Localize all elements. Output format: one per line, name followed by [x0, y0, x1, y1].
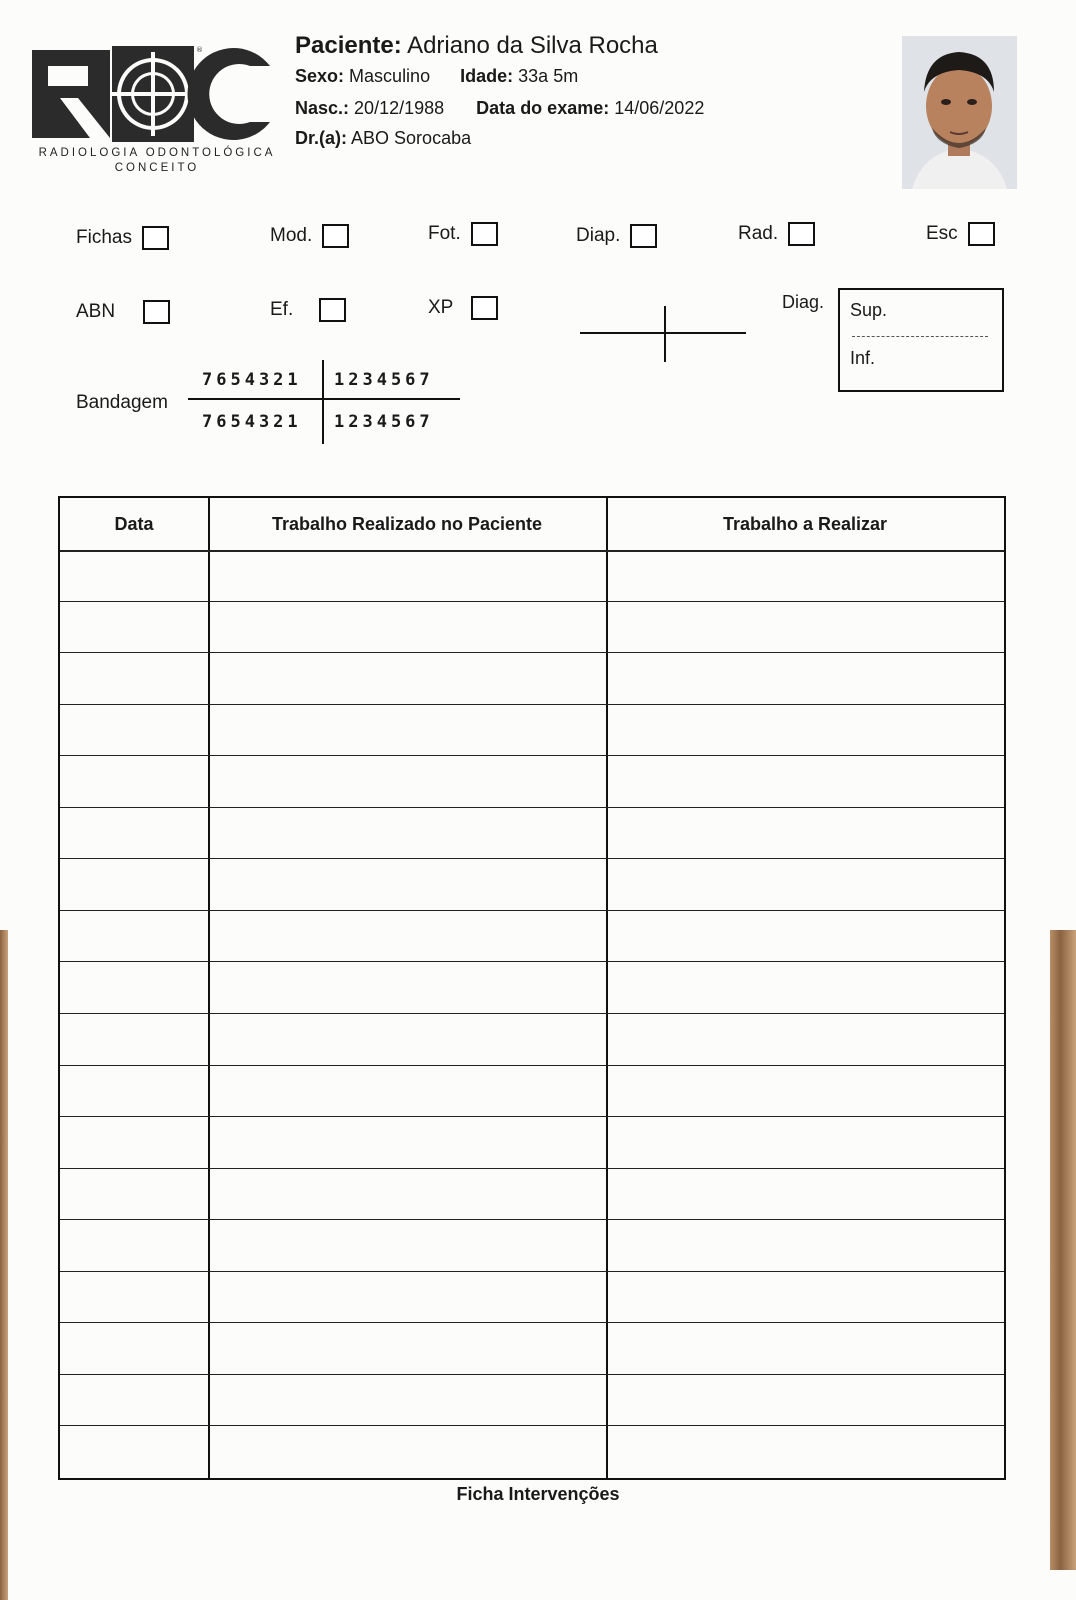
patient-name-label: Paciente: [295, 32, 402, 59]
check-abn[interactable] [76, 300, 170, 324]
check-rad[interactable] [738, 222, 815, 246]
exam-value: 14/06/2022 [614, 98, 705, 118]
table-row[interactable] [60, 653, 1004, 705]
upper-left-teeth: 7654321 [202, 370, 302, 390]
diag-box[interactable] [838, 288, 1004, 392]
form-footer-title: Ficha Intervenções [456, 1484, 620, 1504]
table-row[interactable] [60, 911, 1004, 963]
table-row[interactable] [60, 1066, 1004, 1118]
interventions-table [58, 496, 1006, 1480]
check-diap[interactable] [576, 224, 657, 248]
table-row[interactable] [60, 1426, 1004, 1478]
patient-name-row [295, 32, 658, 60]
quadrant-cross [580, 304, 746, 364]
check-esc[interactable] [926, 222, 995, 246]
logo-line2: CONCEITO [114, 162, 200, 174]
table-row[interactable] [60, 1375, 1004, 1427]
col-header-realizado: Trabalho Realizado no Paciente [271, 513, 543, 534]
diag-sup-label: Sup. [850, 300, 888, 320]
table-row[interactable] [60, 1169, 1004, 1221]
tooth-chart [188, 360, 460, 446]
bandagem-label: Bandagem [76, 392, 168, 413]
checkbox[interactable] [788, 222, 815, 246]
check-xp-label: XP [428, 297, 454, 318]
diag-inf-label: Inf. [850, 348, 876, 368]
table-row[interactable] [60, 756, 1004, 808]
svg-text:®: ® [196, 46, 203, 54]
doctor-row [295, 128, 471, 149]
exam-label: Data do exame: [476, 98, 610, 118]
doctor-value: ABO Sorocaba [351, 128, 472, 148]
check-ef-label: Ef. [270, 299, 294, 320]
check-mod[interactable] [270, 224, 349, 248]
check-esc-label: Esc [926, 223, 958, 244]
patient-photo [902, 36, 1017, 189]
birth-label: Nasc.: [295, 98, 350, 118]
logo-subtitle [32, 146, 282, 176]
dates-row [295, 98, 704, 119]
roc-logo [30, 44, 275, 144]
check-xp[interactable] [428, 296, 498, 320]
diag-label: Diag. [782, 292, 825, 312]
table-row[interactable] [60, 1014, 1004, 1066]
table-row[interactable] [60, 808, 1004, 860]
checkbox[interactable] [319, 298, 346, 322]
patient-name: Adriano da Silva Rocha [407, 32, 658, 59]
table-row[interactable] [60, 1323, 1004, 1375]
checkbox[interactable] [471, 296, 498, 320]
sex-value: Masculino [349, 66, 431, 86]
table-row[interactable] [60, 1220, 1004, 1272]
age-value: 33a 5m [518, 66, 579, 86]
checkbox[interactable] [968, 222, 995, 246]
checkbox[interactable] [322, 224, 349, 248]
check-ef[interactable] [270, 298, 346, 322]
col-header-data: Data [114, 513, 154, 534]
check-fot[interactable] [428, 222, 498, 246]
check-diap-label: Diap. [576, 225, 621, 246]
sex-label: Sexo: [295, 66, 345, 86]
table-row[interactable] [60, 859, 1004, 911]
check-abn-label: ABN [76, 301, 116, 322]
logo-line1: RADIOLOGIA ODONTOLÓGICA [38, 147, 276, 159]
checkbox[interactable] [142, 226, 169, 250]
checkbox[interactable] [143, 300, 170, 324]
col-header-a-realizar: Trabalho a Realizar [722, 513, 888, 534]
sex-age-row [295, 66, 578, 87]
checkbox[interactable] [471, 222, 498, 246]
checkbox[interactable] [630, 224, 657, 248]
check-fichas[interactable] [76, 226, 169, 250]
background-edge [1050, 930, 1076, 1570]
check-fot-label: Fot. [428, 223, 461, 244]
check-rad-label: Rad. [738, 223, 779, 244]
table-row[interactable] [60, 705, 1004, 757]
birth-value: 20/12/1988 [354, 98, 445, 118]
doctor-label: Dr.(a): [295, 128, 348, 148]
check-mod-label: Mod. [270, 225, 313, 246]
age-label: Idade: [460, 66, 514, 86]
check-fichas-label: Fichas [76, 227, 132, 248]
table-row[interactable] [60, 1117, 1004, 1169]
lower-left-teeth: 7654321 [202, 412, 302, 432]
upper-right-teeth: 1234567 [334, 370, 434, 390]
table-row[interactable] [60, 1272, 1004, 1324]
table-row[interactable] [60, 602, 1004, 654]
table-row[interactable] [60, 550, 1004, 602]
table-row[interactable] [60, 962, 1004, 1014]
lower-right-teeth: 1234567 [334, 412, 434, 432]
